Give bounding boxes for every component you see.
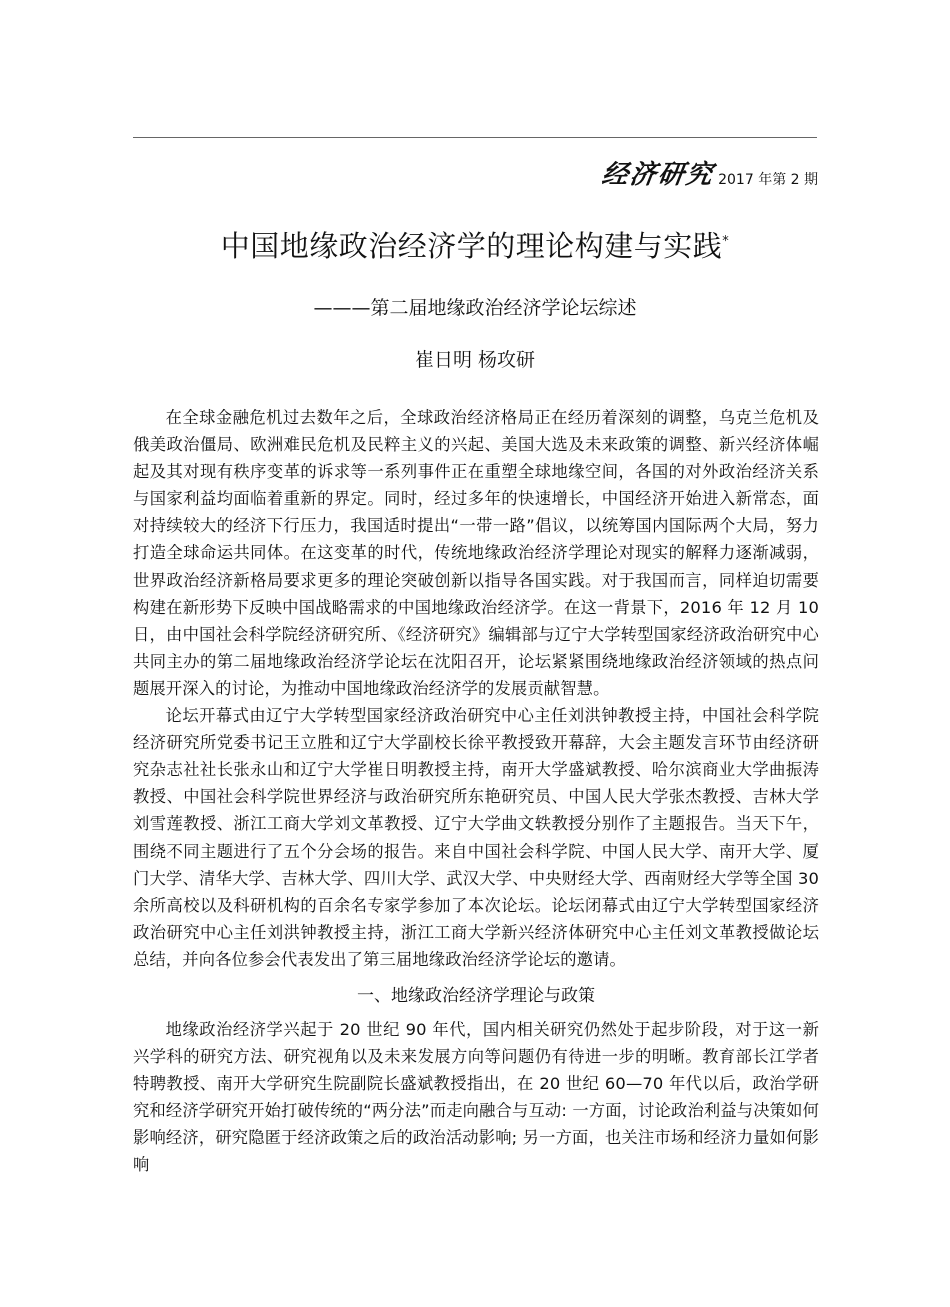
journal-logo: 经济研究 [599,160,717,190]
article-subtitle: ———第二届地缘政治经济学论坛综述 [313,297,637,319]
journal-issue: 2017 年第 2 期 [718,172,818,188]
article-body [133,404,819,1179]
article-authors: 崔日明 杨攻研 [414,349,536,371]
body-paragraph: 地缘政治经济学兴起于 20 世纪 90 年代，国内相关研究仍然处于起步阶段，对于这一新兴学科的研究方法、研究视角以及未来发展方向等问题仍有待进一步的明晰。教育部长江学者特聘教授、南开大学研究生院副院长盛斌教授指出，在 20 世纪 60—70 年代以后，政治学研究和经济学研究开始打破传统的“两分法”而走向融合与互动: 一方面，讨论政治利益与决策如何影响经济，研究隐匿于经济政策之后的政治活动影响; 另一方面，也关注市场和经济力量如何影响 [133,1019,819,1175]
title-footnote-mark[interactable]: * [722,234,730,249]
body-paragraph: 论坛开幕式由辽宁大学转型国家经济政治研究中心主任刘洪钟教授主持，中国社会科学院经济研究所党委书记王立胜和辽宁大学副校长徐平教授致开幕辞，大会主题发言环节由经济研究杂志社社长张永山和辽宁大学崔日明教授主持，南开大学盛斌教授、哈尔滨商业大学曲振涛教授、中国社会科学院世界经济与政治研究所东艳研究员、中国人民大学张杰教授、吉林大学刘雪莲教授、浙江工商大学刘文革教授、辽宁大学曲文轶教授分别作了主题报告。当天下午，围绕不同主题进行了五个分会场的报告。来自中国社会科学院、中国人民大学、南开大学、厦门大学、清华大学、吉林大学、四川大学、武汉大学、中央财经大学、西南财经大学等全国 30 余所高校以及科研机构的百余名专家学参加了本次论坛。论坛闭幕式由辽宁大学转型国家经济政治研究中心主任刘洪钟教授主持，浙江工商大学新兴经济体研究中心主任刘文革教授做论坛总结，并向各位参会代表发出了第三届地缘政治经济学论坛的邀请。 [133,706,819,969]
section-heading: 一、地缘政治经济学理论与政策 [357,985,595,1006]
body-paragraph: 在全球金融危机过去数年之后，全球政治经济格局正在经历着深刻的调整，乌克兰危机及俄美政治僵局、欧洲难民危机及民粹主义的兴起、美国大选及未来政策的调整、新兴经济体崛起及其对现有秩序变革的诉求等一系列事件正在重塑全球地缘空间，各国的对外政治经济关系与国家利益均面临着重新的界定。同时，经过多年的快速增长，中国经济开始进入新常态，面对持续较大的经济下行压力，我国适时提出“一带一路”倡议，以统筹国内国际两个大局，努力打造全球命运共同体。在这变革的时代，传统地缘政治经济学理论对现实的解释力逐渐减弱，世界政治经济新格局要求更多的理论突破创新以指导各国实践。对于我国而言，同样迫切需要构建在新形势下反映中国战略需求的中国地缘政治经济学。在这一背景下，2016 年 12 月 10 日，由中国社会科学院经济研究所、《经济研究》编辑部与辽宁大学转型国家经济政治研究中心共同主办的第二届地缘政治经济学论坛在沈阳召开，论坛紧紧围绕地缘政治经济领域的热点问题展开深入的讨论，为推动中国地缘政治经济学的发展贡献智慧。 [133,408,819,698]
article-title [0,226,950,266]
header-rule [133,137,817,138]
journal-header [599,160,818,190]
article-title-text: 中国地缘政治经济学的理论构建与实践 [220,229,723,263]
